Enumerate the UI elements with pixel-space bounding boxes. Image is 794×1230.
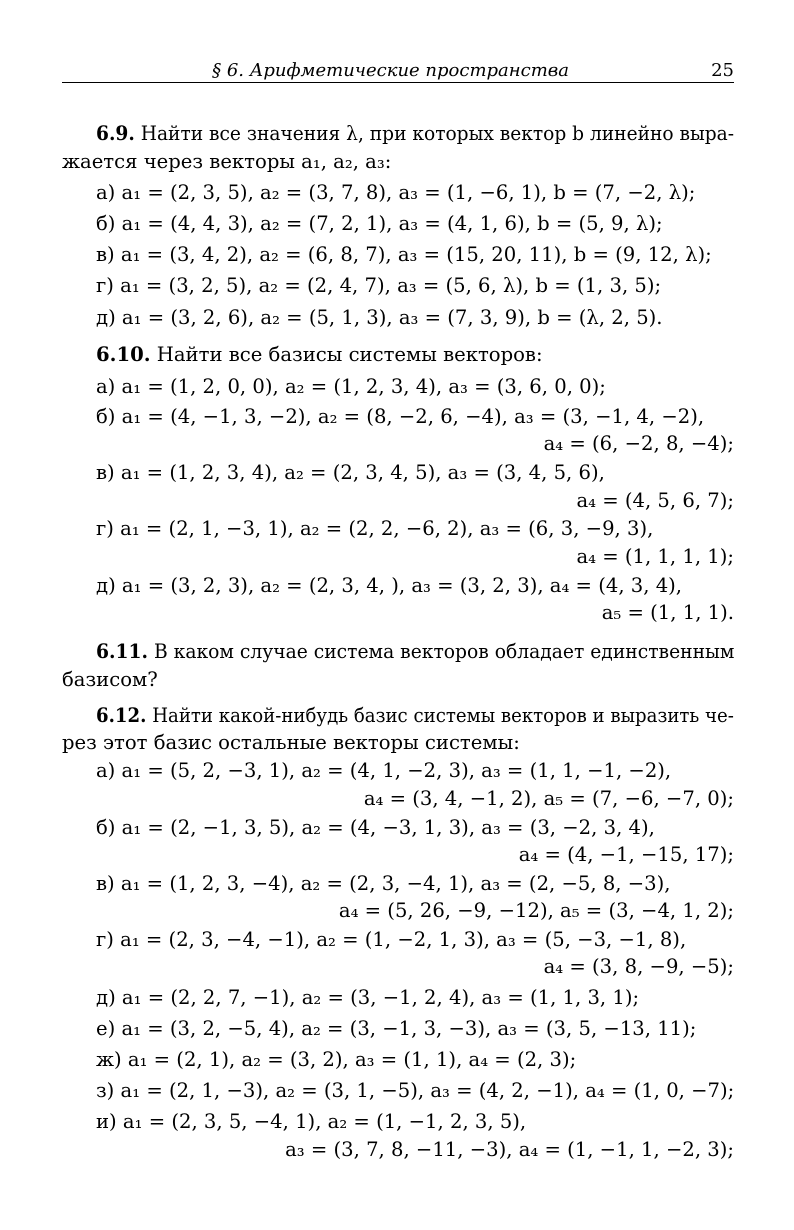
- problem-number: 6.11.: [96, 640, 149, 663]
- exercise-item: и) a₁ = (2, 3, 5, −4, 1), a₂ = (1, −1, 2, 3, 5),: [96, 1110, 527, 1133]
- exercise-item: в) a₁ = (3, 4, 2), a₂ = (6, 8, 7), a₃ = (15, 20, 11), b = (9, 12, λ);: [96, 243, 712, 266]
- exercise-item-continued: a₄ = (6, −2, 8, −4);: [543, 432, 734, 455]
- exercise-item: д) a₁ = (2, 2, 7, −1), a₂ = (3, −1, 2, 4), a₃ = (1, 1, 3, 1);: [96, 986, 640, 1009]
- problem-statement-line: базисом?: [62, 668, 158, 691]
- exercise-item-continued: a₄ = (3, 8, −9, −5);: [543, 955, 734, 978]
- exercise-item-continued: a₃ = (3, 7, 8, −11, −3), a₄ = (1, −1, 1, −2, 3);: [285, 1138, 734, 1161]
- exercise-item: з) a₁ = (2, 1, −3), a₂ = (3, 1, −5), a₃ = (4, 2, −1), a₄ = (1, 0, −7);: [96, 1079, 735, 1102]
- page-number: 25: [711, 60, 734, 81]
- exercise-item: д) a₁ = (3, 2, 3), a₂ = (2, 3, 4, ), a₃ = (3, 2, 3), a₄ = (4, 3, 4),: [96, 574, 683, 597]
- problem-statement-line: 6.9. Найти все значения λ, при которых вектор b линейно выра-: [96, 122, 735, 145]
- exercise-item-continued: a₄ = (4, −1, −15, 17);: [518, 843, 734, 866]
- exercise-item: б) a₁ = (4, −1, 3, −2), a₂ = (8, −2, 6, −4), a₃ = (3, −1, 4, −2),: [96, 405, 705, 428]
- problem-statement-line: 6.12. Найти какой-нибудь базис системы векторов и выразить че-: [96, 704, 734, 727]
- problem-number: 6.12.: [96, 704, 147, 727]
- problem-statement-line: 6.10. Найти все базисы системы векторов:: [96, 343, 543, 366]
- exercise-item: г) a₁ = (2, 3, −4, −1), a₂ = (1, −2, 1, 3), a₃ = (5, −3, −1, 8),: [96, 928, 687, 951]
- exercise-item: а) a₁ = (1, 2, 0, 0), a₂ = (1, 2, 3, 4), a₃ = (3, 6, 0, 0);: [96, 375, 606, 398]
- problem-statement-line: жается через векторы a₁, a₂, a₃:: [62, 150, 392, 173]
- problem-number: 6.10.: [96, 343, 151, 366]
- exercise-item: в) a₁ = (1, 2, 3, 4), a₂ = (2, 3, 4, 5), a₃ = (3, 4, 5, 6),: [96, 461, 605, 484]
- exercise-item: а) a₁ = (5, 2, −3, 1), a₂ = (4, 1, −2, 3), a₃ = (1, 1, −1, −2),: [96, 759, 672, 782]
- problem-statement-line: 6.11. В каком случае система векторов обладает единственным: [96, 640, 735, 663]
- exercise-item-continued: a₄ = (4, 5, 6, 7);: [576, 489, 734, 512]
- running-header: [62, 50, 734, 83]
- problem-number: 6.9.: [96, 122, 135, 145]
- exercise-item: г) a₁ = (3, 2, 5), a₂ = (2, 4, 7), a₃ = (5, 6, λ), b = (1, 3, 5);: [96, 274, 662, 297]
- problem-statement-line: рез этот базис остальные векторы системы:: [62, 731, 520, 754]
- exercise-item: а) a₁ = (2, 3, 5), a₂ = (3, 7, 8), a₃ = (1, −6, 1), b = (7, −2, λ);: [96, 181, 696, 204]
- exercise-item-continued: a₅ = (1, 1, 1).: [601, 601, 734, 624]
- exercise-item: г) a₁ = (2, 1, −3, 1), a₂ = (2, 2, −6, 2), a₃ = (6, 3, −9, 3),: [96, 517, 654, 540]
- exercise-item-continued: a₄ = (5, 26, −9, −12), a₅ = (3, −4, 1, 2);: [338, 899, 734, 922]
- exercise-item: ж) a₁ = (2, 1), a₂ = (3, 2), a₃ = (1, 1), a₄ = (2, 3);: [96, 1048, 577, 1071]
- exercise-item: б) a₁ = (2, −1, 3, 5), a₂ = (4, −3, 1, 3), a₃ = (3, −2, 3, 4),: [96, 816, 655, 839]
- exercise-item: б) a₁ = (4, 4, 3), a₂ = (7, 2, 1), a₃ = (4, 1, 6), b = (5, 9, λ);: [96, 212, 663, 235]
- exercise-item-continued: a₄ = (3, 4, −1, 2), a₅ = (7, −6, −7, 0);: [363, 787, 734, 810]
- section-title: § 6. Арифметические пространства: [212, 60, 569, 81]
- exercise-item: д) a₁ = (3, 2, 6), a₂ = (5, 1, 3), a₃ = (7, 3, 9), b = (λ, 2, 5).: [96, 306, 663, 329]
- exercise-item: е) a₁ = (3, 2, −5, 4), a₂ = (3, −1, 3, −3), a₃ = (3, 5, −13, 11);: [96, 1017, 697, 1040]
- exercise-item: в) a₁ = (1, 2, 3, −4), a₂ = (2, 3, −4, 1), a₃ = (2, −5, 8, −3),: [96, 872, 671, 895]
- exercise-item-continued: a₄ = (1, 1, 1, 1);: [576, 545, 734, 568]
